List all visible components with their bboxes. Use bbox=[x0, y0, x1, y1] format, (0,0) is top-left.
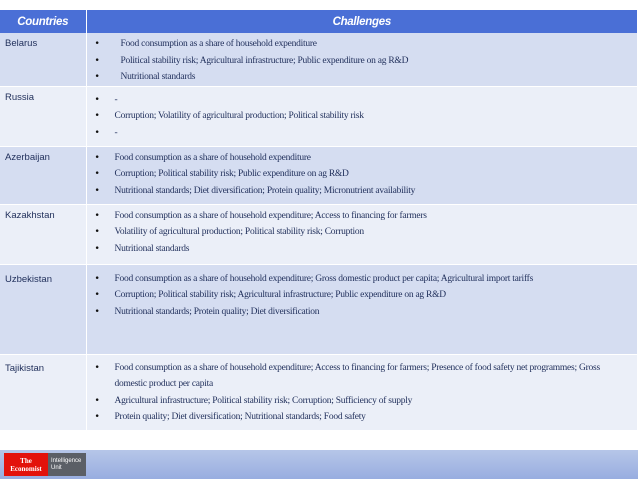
bullet-icon: • bbox=[94, 94, 100, 105]
challenge-item: • Political stability risk; Agricultural infrastructure; Public expenditure on ag R&D bbox=[93, 53, 634, 70]
challenges-cell bbox=[86, 146, 637, 204]
bullet-icon: • bbox=[94, 55, 100, 66]
country-cell: Russia bbox=[0, 86, 86, 146]
bullet-icon: • bbox=[94, 210, 100, 221]
challenge-item: • Food consumption as a share of household expenditure bbox=[93, 150, 634, 167]
challenges-table bbox=[0, 10, 637, 431]
table-row-kazakhstan bbox=[0, 204, 637, 264]
country-cell: Belarus bbox=[0, 33, 86, 86]
country-cell: Kazakhstan bbox=[0, 204, 86, 264]
challenges-cell bbox=[86, 33, 637, 86]
header-challenges: Challenges bbox=[86, 10, 637, 33]
challenge-item: • Agricultural infrastructure; Political stability risk; Corruption; Sufficiency of supply bbox=[93, 393, 634, 410]
bullet-icon: • bbox=[94, 290, 100, 300]
bullet-icon: • bbox=[94, 169, 100, 179]
country-cell: Tajikistan bbox=[0, 354, 86, 430]
challenge-list bbox=[87, 355, 638, 426]
challenges-cell bbox=[86, 354, 637, 430]
challenge-item: • Nutritional standards bbox=[93, 69, 634, 86]
bullet-icon: • bbox=[94, 227, 100, 237]
country-cell: Uzbekistan bbox=[0, 264, 86, 354]
table-row-azerbaijan bbox=[0, 146, 637, 204]
bullet-icon: • bbox=[94, 127, 100, 138]
challenge-item: • Nutritional standards bbox=[93, 241, 634, 258]
challenges-cell bbox=[86, 264, 637, 354]
bullet-icon: • bbox=[94, 395, 100, 406]
table-row-belarus bbox=[0, 33, 637, 86]
challenge-item: • Food consumption as a share of household expenditure; Access to financing for farmers; Presence of food safety net programmes; Gross domestic product per capita bbox=[93, 360, 634, 393]
table-header-row bbox=[0, 10, 637, 33]
challenge-list bbox=[87, 205, 638, 258]
challenge-item: • Food consumption as a share of household expenditure bbox=[93, 36, 634, 53]
table-row-russia bbox=[0, 86, 637, 146]
header-countries: Countries bbox=[0, 10, 86, 33]
logo-intelligence-unit-block: Intelligence Unit bbox=[48, 453, 86, 476]
challenge-item: • Volatility of agricultural production; Political stability risk; Corruption bbox=[93, 224, 634, 241]
table-row-uzbekistan bbox=[0, 264, 637, 354]
challenge-item: • - bbox=[93, 92, 634, 109]
challenge-list bbox=[87, 33, 638, 86]
challenge-item: • Corruption; Political stability risk; Agricultural infrastructure; Public expenditure on ag R&D bbox=[93, 287, 634, 304]
challenge-item: • Protein quality; Diet diversification; Nutritional standards; Food safety bbox=[93, 409, 634, 426]
challenge-list bbox=[87, 265, 638, 321]
challenges-cell bbox=[86, 204, 637, 264]
challenge-item: • Nutritional standards; Diet diversification; Protein quality; Micronutrient availability bbox=[93, 183, 634, 200]
footer-bar bbox=[0, 450, 638, 479]
bullet-icon: • bbox=[94, 243, 100, 254]
challenge-list bbox=[87, 147, 638, 200]
challenge-item: • Food consumption as a share of household expenditure; Access to financing for farmers bbox=[93, 208, 634, 225]
challenge-list bbox=[87, 87, 638, 142]
challenge-item: • Corruption; Political stability risk; Public expenditure on ag R&D bbox=[93, 166, 634, 183]
logo-economist-block: The Economist bbox=[4, 453, 48, 476]
bullet-icon: • bbox=[94, 111, 100, 121]
challenge-item: • Corruption; Volatility of agricultural production; Political stability risk bbox=[93, 108, 634, 125]
table-row-tajikistan bbox=[0, 354, 637, 430]
bullet-icon: • bbox=[94, 306, 100, 317]
challenge-item: • Food consumption as a share of household expenditure; Gross domestic product per capita; Agricultural import tariffs bbox=[93, 271, 634, 288]
bullet-icon: • bbox=[94, 39, 100, 49]
challenge-item: • - bbox=[93, 125, 634, 142]
bullet-icon: • bbox=[94, 273, 100, 284]
bullet-icon: • bbox=[94, 152, 100, 163]
economist-intelligence-unit-logo bbox=[4, 453, 86, 476]
bullet-icon: • bbox=[94, 412, 100, 422]
country-cell: Azerbaijan bbox=[0, 146, 86, 204]
bullet-icon: • bbox=[94, 72, 100, 82]
challenges-cell bbox=[86, 86, 637, 146]
challenge-item: • Nutritional standards; Protein quality; Diet diversification bbox=[93, 304, 634, 321]
bullet-icon: • bbox=[94, 185, 100, 196]
bullet-icon: • bbox=[94, 362, 100, 373]
